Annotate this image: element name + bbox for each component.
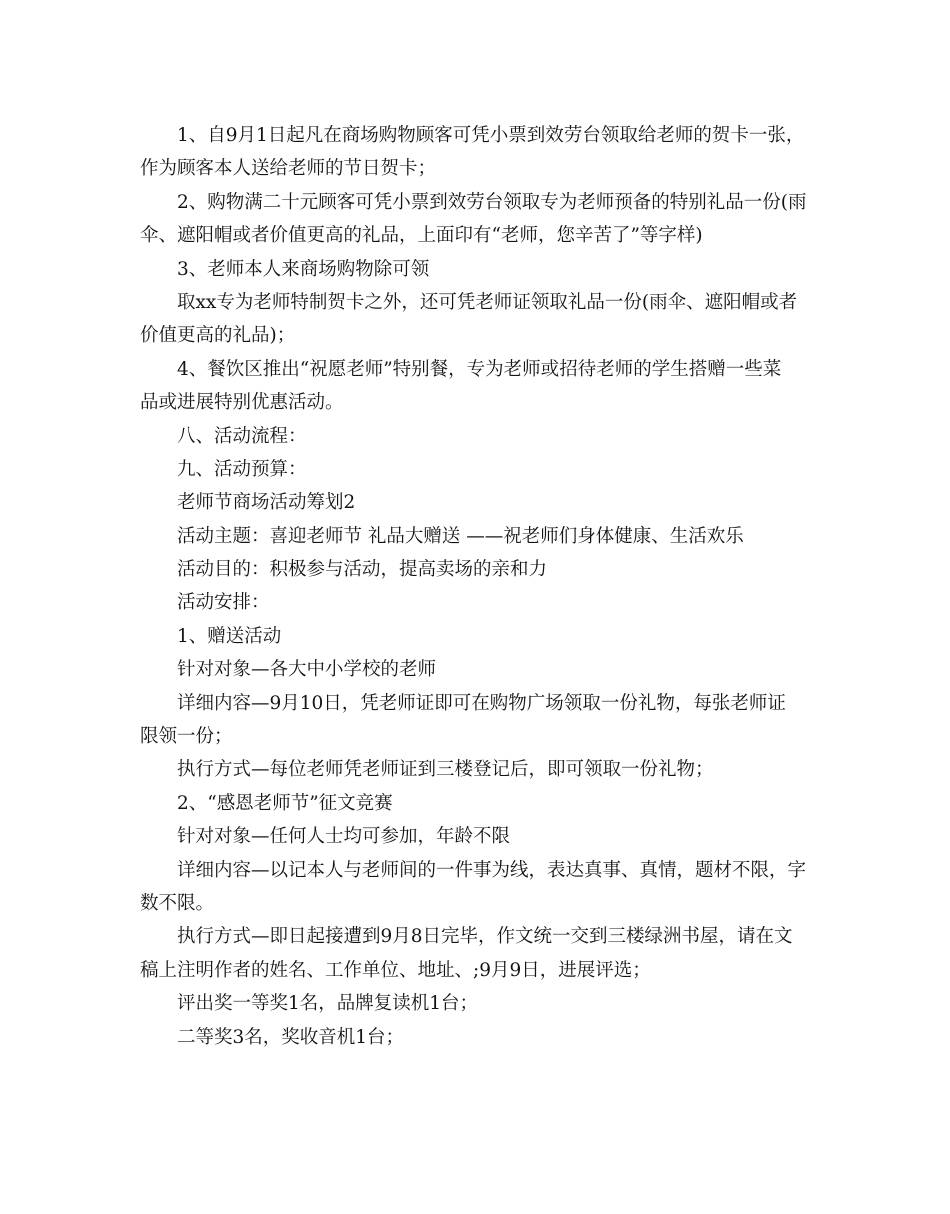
text-line: 作为顾客本人送给老师的节日贺卡； (140, 158, 437, 180)
text-line: 老师节商场活动筹划2 (177, 492, 356, 514)
text-line: 活动安排： (177, 592, 270, 614)
text-line: 2、购物满二十元顾客可凭小票到效劳台领取专为老师预备的特别礼品一份(雨 (177, 191, 807, 213)
text-line: 稿上注明作者的姓名、工作单位、地址、;9月9日，进展评选； (140, 959, 651, 981)
text-line: 执行方式—即日起接遭到9月8日完毕，作文统一交到三楼绿洲书屋，请在文 (177, 926, 793, 948)
text-line: 执行方式—每位老师凭老师证到三楼登记后，即可领取一份礼物； (177, 759, 714, 781)
text-line: 针对对象—各大中小学校的老师 (177, 659, 437, 681)
text-line: 针对对象—任何人士均可参加，年龄不限 (177, 826, 511, 848)
text-line: 1、自9月1日起凡在商场购物顾客可凭小票到效劳台领取给老师的贺卡一张， (177, 125, 805, 146)
text-line: 活动主题：喜迎老师节 礼品大赠送 ——祝老师们身体健康、生活欢乐 (177, 525, 744, 547)
text-line: 伞、遮阳帽或者价值更高的礼品，上面印有“老师，您辛苦了”等字样) (140, 225, 703, 247)
text-line: 二等奖3名，奖收音机1台； (177, 1026, 405, 1048)
text-line: 评出奖一等奖1名，品牌复读机1台； (177, 993, 479, 1015)
text-line: 数不限。 (140, 892, 215, 914)
document-body (140, 119, 830, 1054)
text-line: 九、活动预算： (177, 458, 307, 480)
text-line: 3、老师本人来商场购物除可领 (177, 258, 430, 280)
text-line: 八、活动流程： (177, 425, 307, 447)
text-line: 价值更高的礼品)； (140, 325, 296, 347)
text-line: 品或进展特别优惠活动。 (140, 392, 344, 414)
text-line: 2、“感恩老师节”征文竞赛 (177, 792, 393, 814)
text-line: 详细内容—以记本人与老师间的一件事为线，表达真事、真情，题材不限，字 (177, 859, 807, 881)
text-line: 1、赠送活动 (177, 625, 282, 647)
text-line: 活动目的：积极参与活动，提高卖场的亲和力 (177, 559, 548, 581)
text-line: 4、餐饮区推出“祝愿老师”特别餐，专为老师或招待老师的学生搭赠一些菜 (177, 358, 782, 380)
text-line: 限领一份； (140, 726, 233, 748)
text-line: 取xx专为老师特制贺卡之外，还可凭老师证领取礼品一份(雨伞、遮阳帽或者 (177, 291, 798, 313)
text-line: 详细内容—9月10日，凭老师证即可在购物广场领取一份礼物，每张老师证 (177, 692, 786, 714)
